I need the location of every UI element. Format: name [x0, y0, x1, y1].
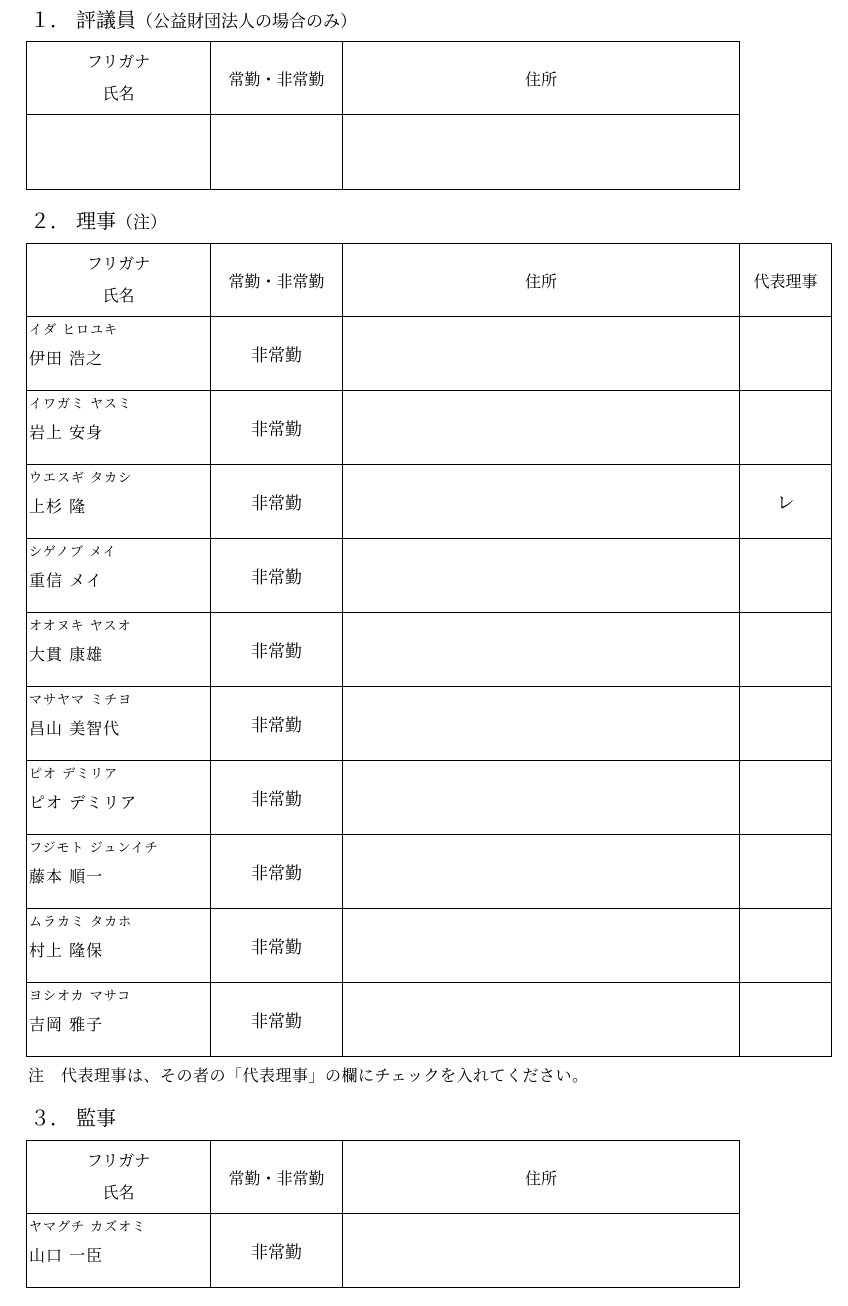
- auditor-furigana: ヤマグチ カズオミ: [29, 1220, 147, 1235]
- section2-heading: [30, 209, 167, 235]
- address-header: 住所: [343, 244, 740, 317]
- director-address: [343, 613, 740, 687]
- employment-header: 常勤・非常勤: [211, 244, 343, 317]
- director-name: 昌山 美智代: [29, 719, 121, 738]
- director-name-cell: [27, 539, 211, 613]
- director-representative-mark: [740, 983, 832, 1057]
- auditors-header-row: [27, 1141, 740, 1214]
- director-name-cell: [27, 391, 211, 465]
- director-name-cell: [27, 687, 211, 761]
- empty-name-cell: [27, 115, 211, 190]
- director-row: [27, 391, 832, 465]
- directors-header-row: [27, 244, 832, 317]
- director-employment: 非常勤: [211, 687, 343, 761]
- director-representative-mark: [740, 317, 832, 391]
- director-employment: 非常勤: [211, 465, 343, 539]
- councilors-header-row: [27, 42, 740, 115]
- address-header: 住所: [343, 1141, 740, 1214]
- director-employment: 非常勤: [211, 317, 343, 391]
- director-employment: 非常勤: [211, 539, 343, 613]
- director-address: [343, 465, 740, 539]
- director-address: [343, 835, 740, 909]
- director-furigana: イワガミ ヤスミ: [29, 397, 132, 412]
- representative-header: 代表理事: [740, 244, 832, 317]
- director-row: [27, 835, 832, 909]
- section2-qualifier: （注）: [116, 213, 167, 233]
- director-row: [27, 613, 832, 687]
- furigana-header-label: フリガナ: [86, 254, 151, 273]
- director-furigana: シゲノブ メイ: [29, 545, 117, 560]
- auditor-name-cell: [27, 1214, 211, 1288]
- name-header: [27, 1141, 211, 1214]
- director-furigana: イダ ヒロユキ: [29, 323, 119, 338]
- empty-employment-cell: [211, 115, 343, 190]
- director-name: 村上 隆保: [29, 941, 104, 960]
- section1-number: １．: [30, 8, 70, 32]
- director-furigana: ウエスギ タカシ: [29, 471, 133, 486]
- auditor-employment: 非常勤: [211, 1214, 343, 1288]
- section2-number: ２．: [30, 209, 70, 233]
- name-header-label: 氏名: [102, 286, 135, 305]
- auditor-name: 山口 一臣: [29, 1246, 104, 1265]
- director-furigana: オオヌキ ヤスオ: [29, 619, 132, 634]
- section3-title: 監事: [76, 1106, 116, 1130]
- director-row: [27, 687, 832, 761]
- director-furigana: マサヤマ ミチヨ: [29, 693, 133, 708]
- address-header: 住所: [343, 42, 740, 115]
- director-row: [27, 761, 832, 835]
- section3-number: ３．: [30, 1106, 70, 1130]
- section3-heading: [30, 1106, 116, 1130]
- director-name: 重信 メイ: [29, 571, 103, 590]
- director-name: 藤本 順一: [29, 867, 104, 886]
- director-representative-mark: [740, 687, 832, 761]
- director-representative-mark: [740, 909, 832, 983]
- director-representative-mark: [740, 835, 832, 909]
- section1-qualifier: （公益財団法人の場合のみ）: [136, 12, 357, 32]
- auditor-address: [343, 1214, 740, 1288]
- employment-header: 常勤・非常勤: [211, 1141, 343, 1214]
- director-name-cell: [27, 761, 211, 835]
- director-address: [343, 761, 740, 835]
- director-representative-mark: [740, 391, 832, 465]
- furigana-header-label: フリガナ: [86, 52, 151, 71]
- director-name: 大貫 康雄: [29, 645, 104, 664]
- director-representative-mark: [740, 761, 832, 835]
- councilors-table: [26, 41, 740, 190]
- director-row: [27, 983, 832, 1057]
- name-header-label: 氏名: [102, 84, 135, 103]
- director-employment: 非常勤: [211, 835, 343, 909]
- director-address: [343, 687, 740, 761]
- furigana-header-label: フリガナ: [86, 1151, 151, 1170]
- director-name-cell: [27, 613, 211, 687]
- director-name: ピオ デミリア: [29, 793, 138, 812]
- representative-note: 注 代表理事は、その者の「代表理事」の欄にチェックを入れてください。: [28, 1066, 589, 1085]
- director-representative-mark: [740, 613, 832, 687]
- section2-title: 理事: [76, 209, 116, 233]
- director-name-cell: [27, 909, 211, 983]
- director-name: 伊田 浩之: [29, 349, 104, 368]
- director-furigana: ヨシオカ マサコ: [29, 989, 132, 1004]
- director-employment: 非常勤: [211, 983, 343, 1057]
- director-furigana: ピオ デミリア: [29, 767, 119, 782]
- director-name-cell: [27, 317, 211, 391]
- section1-heading: [30, 8, 357, 34]
- director-representative-mark: [740, 539, 832, 613]
- empty-address-cell: [343, 115, 740, 190]
- director-name: 岩上 安身: [29, 423, 104, 442]
- councilors-empty-row: [27, 115, 740, 190]
- director-address: [343, 539, 740, 613]
- director-name-cell: [27, 835, 211, 909]
- director-address: [343, 317, 740, 391]
- director-address: [343, 909, 740, 983]
- director-employment: 非常勤: [211, 909, 343, 983]
- director-name: 上杉 隆: [29, 497, 87, 516]
- director-name-cell: [27, 465, 211, 539]
- auditor-row: [27, 1214, 740, 1288]
- employment-header: 常勤・非常勤: [211, 42, 343, 115]
- director-employment: 非常勤: [211, 613, 343, 687]
- section1-title: 評議員: [76, 8, 136, 32]
- directors-table: [26, 243, 832, 1057]
- director-furigana: フジモト ジュンイチ: [29, 841, 159, 856]
- director-employment: 非常勤: [211, 761, 343, 835]
- director-address: [343, 983, 740, 1057]
- director-row: [27, 539, 832, 613]
- director-representative-mark: レ: [740, 465, 832, 539]
- director-employment: 非常勤: [211, 391, 343, 465]
- name-header: [27, 42, 211, 115]
- director-furigana: ムラカミ タカホ: [29, 915, 133, 930]
- name-header-label: 氏名: [102, 1183, 135, 1202]
- name-header: [27, 244, 211, 317]
- director-address: [343, 391, 740, 465]
- director-row: [27, 909, 832, 983]
- director-row: [27, 465, 832, 539]
- director-name-cell: [27, 983, 211, 1057]
- director-row: [27, 317, 832, 391]
- director-name: 吉岡 雅子: [29, 1015, 104, 1034]
- auditors-table: [26, 1140, 740, 1288]
